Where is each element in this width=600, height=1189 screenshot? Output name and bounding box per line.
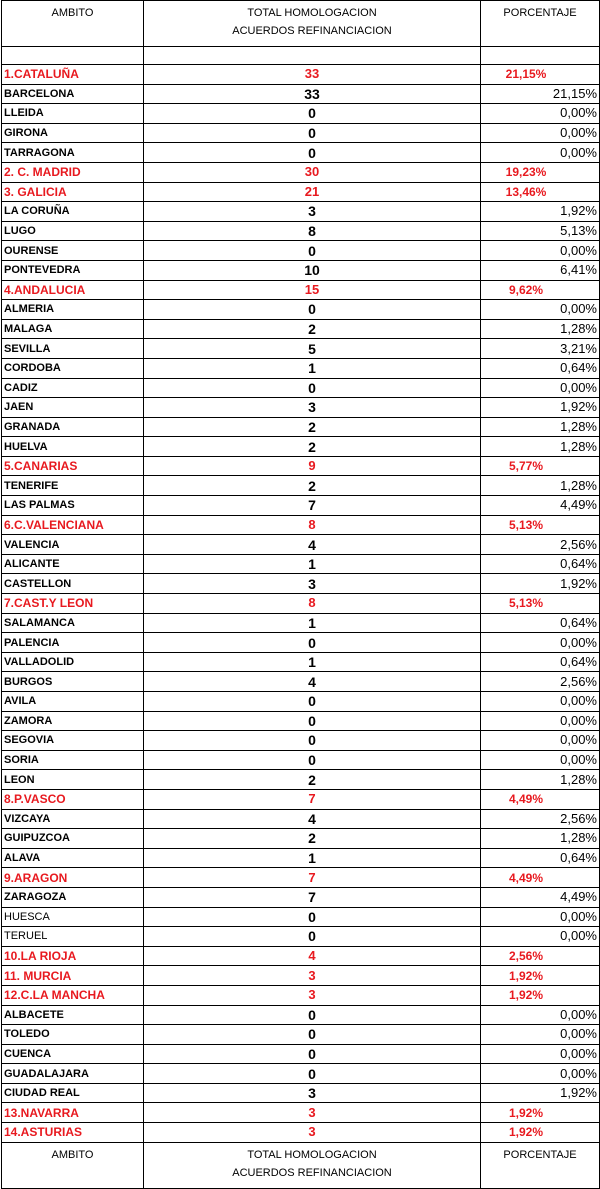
row-name: PONTEVEDRA xyxy=(2,260,144,280)
row-total: 7 xyxy=(144,868,481,888)
province-row xyxy=(2,358,600,378)
region-row xyxy=(2,182,600,202)
row-total: 9 xyxy=(144,456,481,476)
row-total: 0 xyxy=(144,241,481,261)
row-percentage: 4,49% xyxy=(481,789,600,809)
row-name: HUESCA xyxy=(2,907,144,927)
row-name: SEGOVIA xyxy=(2,731,144,751)
row-total: 1 xyxy=(144,848,481,868)
row-name: CASTELLON xyxy=(2,574,144,594)
row-total: 33 xyxy=(144,84,481,104)
row-name: GRANADA xyxy=(2,417,144,437)
region-row xyxy=(2,515,600,535)
province-row xyxy=(2,437,600,457)
row-name: 9.ARAGON xyxy=(2,868,144,888)
row-percentage: 1,92% xyxy=(481,398,600,418)
province-row xyxy=(2,476,600,496)
row-name: 3. GALICIA xyxy=(2,182,144,202)
row-name: AVILA xyxy=(2,692,144,712)
row-name: LLEIDA xyxy=(2,104,144,124)
row-percentage: 1,28% xyxy=(481,476,600,496)
row-percentage: 2,56% xyxy=(481,946,600,966)
row-percentage: 1,28% xyxy=(481,770,600,790)
province-row xyxy=(2,104,600,124)
region-row xyxy=(2,985,600,1005)
row-percentage: 0,00% xyxy=(481,241,600,261)
row-name: 4.ANDALUCIA xyxy=(2,280,144,300)
row-percentage: 0,64% xyxy=(481,358,600,378)
row-name: LEON xyxy=(2,770,144,790)
row-total: 30 xyxy=(144,162,481,182)
province-row xyxy=(2,339,600,359)
row-name: TENERIFE xyxy=(2,476,144,496)
row-total: 4 xyxy=(144,535,481,555)
province-row xyxy=(2,260,600,280)
row-total: 2 xyxy=(144,417,481,437)
row-name: PALENCIA xyxy=(2,633,144,653)
row-total: 3 xyxy=(144,1123,481,1143)
row-percentage: 2,56% xyxy=(481,535,600,555)
region-row xyxy=(2,1123,600,1143)
row-total: 3 xyxy=(144,1103,481,1123)
row-total: 21 xyxy=(144,182,481,202)
row-total: 0 xyxy=(144,711,481,731)
province-row xyxy=(2,300,600,320)
row-percentage: 21,15% xyxy=(481,65,600,85)
footer-porcentaje: PORCENTAJE xyxy=(481,1142,600,1188)
row-total: 1 xyxy=(144,358,481,378)
province-row xyxy=(2,907,600,927)
row-percentage: 0,64% xyxy=(481,652,600,672)
row-name: ALICANTE xyxy=(2,554,144,574)
blank-cell xyxy=(2,47,144,65)
row-name: 8.P.VASCO xyxy=(2,789,144,809)
row-percentage: 0,00% xyxy=(481,300,600,320)
row-name: BURGOS xyxy=(2,672,144,692)
row-percentage: 0,64% xyxy=(481,848,600,868)
row-percentage: 1,28% xyxy=(481,417,600,437)
row-percentage: 21,15% xyxy=(481,84,600,104)
row-total: 0 xyxy=(144,1064,481,1084)
row-percentage: 2,56% xyxy=(481,672,600,692)
row-percentage: 0,00% xyxy=(481,731,600,751)
row-percentage: 0,00% xyxy=(481,1064,600,1084)
row-total: 8 xyxy=(144,594,481,614)
province-row xyxy=(2,417,600,437)
row-total: 0 xyxy=(144,750,481,770)
province-row xyxy=(2,143,600,163)
row-total: 4 xyxy=(144,946,481,966)
row-total: 7 xyxy=(144,789,481,809)
row-total: 0 xyxy=(144,1025,481,1045)
row-total: 0 xyxy=(144,1044,481,1064)
province-row xyxy=(2,319,600,339)
row-name: GUADALAJARA xyxy=(2,1064,144,1084)
row-percentage: 5,13% xyxy=(481,594,600,614)
row-percentage: 1,92% xyxy=(481,1123,600,1143)
region-row xyxy=(2,789,600,809)
blank-cell xyxy=(144,47,481,65)
row-name: GIRONA xyxy=(2,123,144,143)
row-percentage: 4,49% xyxy=(481,887,600,907)
row-percentage: 5,13% xyxy=(481,221,600,241)
row-name: SALAMANCA xyxy=(2,613,144,633)
row-percentage: 0,00% xyxy=(481,104,600,124)
row-name: 1.CATALUÑA xyxy=(2,65,144,85)
region-row xyxy=(2,966,600,986)
row-percentage: 1,28% xyxy=(481,319,600,339)
row-total: 3 xyxy=(144,966,481,986)
province-row xyxy=(2,927,600,947)
row-total: 3 xyxy=(144,398,481,418)
row-total: 0 xyxy=(144,378,481,398)
row-percentage: 6,41% xyxy=(481,260,600,280)
header-total-line2: ACUERDOS REFINANCIACION xyxy=(232,25,392,37)
row-total: 0 xyxy=(144,143,481,163)
row-total: 1 xyxy=(144,652,481,672)
row-percentage: 4,49% xyxy=(481,868,600,888)
row-name: CUENCA xyxy=(2,1044,144,1064)
row-name: CADIZ xyxy=(2,378,144,398)
province-row xyxy=(2,1083,600,1103)
province-row xyxy=(2,1064,600,1084)
row-name: 7.CAST.Y LEON xyxy=(2,594,144,614)
header-total xyxy=(144,1,481,47)
province-row xyxy=(2,711,600,731)
province-row xyxy=(2,887,600,907)
region-row xyxy=(2,162,600,182)
row-percentage: 4,49% xyxy=(481,496,600,516)
table-footer xyxy=(2,1142,600,1188)
row-percentage: 1,92% xyxy=(481,574,600,594)
province-row xyxy=(2,848,600,868)
footer-total-line1: TOTAL HOMOLOGACION xyxy=(247,1148,377,1161)
row-name: LAS PALMAS xyxy=(2,496,144,516)
row-name: HUELVA xyxy=(2,437,144,457)
province-row xyxy=(2,633,600,653)
row-percentage: 0,64% xyxy=(481,613,600,633)
row-percentage: 13,46% xyxy=(481,182,600,202)
row-total: 7 xyxy=(144,496,481,516)
row-name: MALAGA xyxy=(2,319,144,339)
province-row xyxy=(2,1025,600,1045)
row-name: VIZCAYA xyxy=(2,809,144,829)
province-row xyxy=(2,809,600,829)
row-name: LA CORUÑA xyxy=(2,202,144,222)
row-total: 2 xyxy=(144,829,481,849)
region-row xyxy=(2,1103,600,1123)
row-name: 2. C. MADRID xyxy=(2,162,144,182)
row-percentage: 0,00% xyxy=(481,378,600,398)
province-row xyxy=(2,221,600,241)
province-row xyxy=(2,574,600,594)
province-row xyxy=(2,652,600,672)
row-percentage: 3,21% xyxy=(481,339,600,359)
row-total: 33 xyxy=(144,65,481,85)
province-row xyxy=(2,535,600,555)
row-name: TARRAGONA xyxy=(2,143,144,163)
row-percentage: 2,56% xyxy=(481,809,600,829)
row-total: 2 xyxy=(144,476,481,496)
row-total: 4 xyxy=(144,809,481,829)
row-name: 11. MURCIA xyxy=(2,966,144,986)
row-percentage: 0,00% xyxy=(481,143,600,163)
row-total: 1 xyxy=(144,554,481,574)
row-name: TOLEDO xyxy=(2,1025,144,1045)
row-total: 7 xyxy=(144,887,481,907)
footer-ambito: AMBITO xyxy=(2,1142,144,1188)
row-percentage: 0,00% xyxy=(481,692,600,712)
row-total: 0 xyxy=(144,300,481,320)
region-row xyxy=(2,946,600,966)
row-name: ZARAGOZA xyxy=(2,887,144,907)
region-row xyxy=(2,456,600,476)
blank-cell xyxy=(481,47,600,65)
row-percentage: 1,92% xyxy=(481,985,600,1005)
province-row xyxy=(2,554,600,574)
row-total: 8 xyxy=(144,221,481,241)
row-name: LUGO xyxy=(2,221,144,241)
row-total: 2 xyxy=(144,437,481,457)
row-name: 6.C.VALENCIANA xyxy=(2,515,144,535)
header-porcentaje: PORCENTAJE xyxy=(481,1,600,47)
province-row xyxy=(2,398,600,418)
province-row xyxy=(2,84,600,104)
header-ambito: AMBITO xyxy=(2,1,144,47)
row-total: 0 xyxy=(144,123,481,143)
province-row xyxy=(2,770,600,790)
row-total: 2 xyxy=(144,319,481,339)
row-name: ZAMORA xyxy=(2,711,144,731)
region-row xyxy=(2,65,600,85)
blank-row xyxy=(2,47,600,65)
row-name: SEVILLA xyxy=(2,339,144,359)
row-total: 3 xyxy=(144,985,481,1005)
header-total-line1: TOTAL HOMOLOGACION xyxy=(247,7,377,19)
province-row xyxy=(2,613,600,633)
row-percentage: 1,92% xyxy=(481,1083,600,1103)
province-row xyxy=(2,496,600,516)
row-name: ALBACETE xyxy=(2,1005,144,1025)
row-name: ALAVA xyxy=(2,848,144,868)
row-total: 0 xyxy=(144,633,481,653)
row-name: 10.LA RIOJA xyxy=(2,946,144,966)
row-name: JAEN xyxy=(2,398,144,418)
row-name: CIUDAD REAL xyxy=(2,1083,144,1103)
row-name: 14.ASTURIAS xyxy=(2,1123,144,1143)
row-total: 5 xyxy=(144,339,481,359)
province-row xyxy=(2,123,600,143)
row-percentage: 0,00% xyxy=(481,1044,600,1064)
row-total: 8 xyxy=(144,515,481,535)
row-percentage: 5,13% xyxy=(481,515,600,535)
row-name: ALMERIA xyxy=(2,300,144,320)
row-total: 15 xyxy=(144,280,481,300)
row-percentage: 0,00% xyxy=(481,1005,600,1025)
row-total: 0 xyxy=(144,927,481,947)
row-percentage: 0,00% xyxy=(481,1025,600,1045)
row-percentage: 1,92% xyxy=(481,966,600,986)
row-total: 0 xyxy=(144,692,481,712)
row-percentage: 0,00% xyxy=(481,750,600,770)
region-row xyxy=(2,868,600,888)
row-total: 3 xyxy=(144,1083,481,1103)
homologation-table xyxy=(1,0,600,1189)
province-row xyxy=(2,750,600,770)
row-total: 4 xyxy=(144,672,481,692)
province-row xyxy=(2,1005,600,1025)
province-row xyxy=(2,731,600,751)
row-percentage: 9,62% xyxy=(481,280,600,300)
footer-total xyxy=(144,1142,481,1188)
row-total: 10 xyxy=(144,260,481,280)
row-name: SORIA xyxy=(2,750,144,770)
row-total: 0 xyxy=(144,731,481,751)
row-name: CORDOBA xyxy=(2,358,144,378)
row-name: VALENCIA xyxy=(2,535,144,555)
row-name: 13.NAVARRA xyxy=(2,1103,144,1123)
province-row xyxy=(2,692,600,712)
row-percentage: 5,77% xyxy=(481,456,600,476)
row-percentage: 19,23% xyxy=(481,162,600,182)
row-percentage: 0,00% xyxy=(481,123,600,143)
row-name: 12.C.LA MANCHA xyxy=(2,985,144,1005)
province-row xyxy=(2,202,600,222)
row-name: GUIPUZCOA xyxy=(2,829,144,849)
row-percentage: 0,00% xyxy=(481,907,600,927)
row-percentage: 0,00% xyxy=(481,633,600,653)
row-percentage: 1,92% xyxy=(481,202,600,222)
row-percentage: 0,64% xyxy=(481,554,600,574)
province-row xyxy=(2,1044,600,1064)
row-total: 1 xyxy=(144,613,481,633)
region-row xyxy=(2,280,600,300)
row-percentage: 1,28% xyxy=(481,437,600,457)
row-percentage: 0,00% xyxy=(481,927,600,947)
row-total: 0 xyxy=(144,1005,481,1025)
row-name: VALLADOLID xyxy=(2,652,144,672)
table-body xyxy=(2,65,600,1143)
row-total: 3 xyxy=(144,574,481,594)
province-row xyxy=(2,378,600,398)
province-row xyxy=(2,241,600,261)
row-name: 5.CANARIAS xyxy=(2,456,144,476)
row-total: 2 xyxy=(144,770,481,790)
row-percentage: 0,00% xyxy=(481,711,600,731)
row-total: 3 xyxy=(144,202,481,222)
row-total: 0 xyxy=(144,907,481,927)
row-name: OURENSE xyxy=(2,241,144,261)
row-percentage: 1,28% xyxy=(481,829,600,849)
row-name: TERUEL xyxy=(2,927,144,947)
province-row xyxy=(2,672,600,692)
province-row xyxy=(2,829,600,849)
region-row xyxy=(2,594,600,614)
row-percentage: 1,92% xyxy=(481,1103,600,1123)
row-name: BARCELONA xyxy=(2,84,144,104)
table-header xyxy=(2,1,600,47)
footer-total-line2: ACUERDOS REFINANCIACION xyxy=(232,1166,392,1179)
row-total: 0 xyxy=(144,104,481,124)
